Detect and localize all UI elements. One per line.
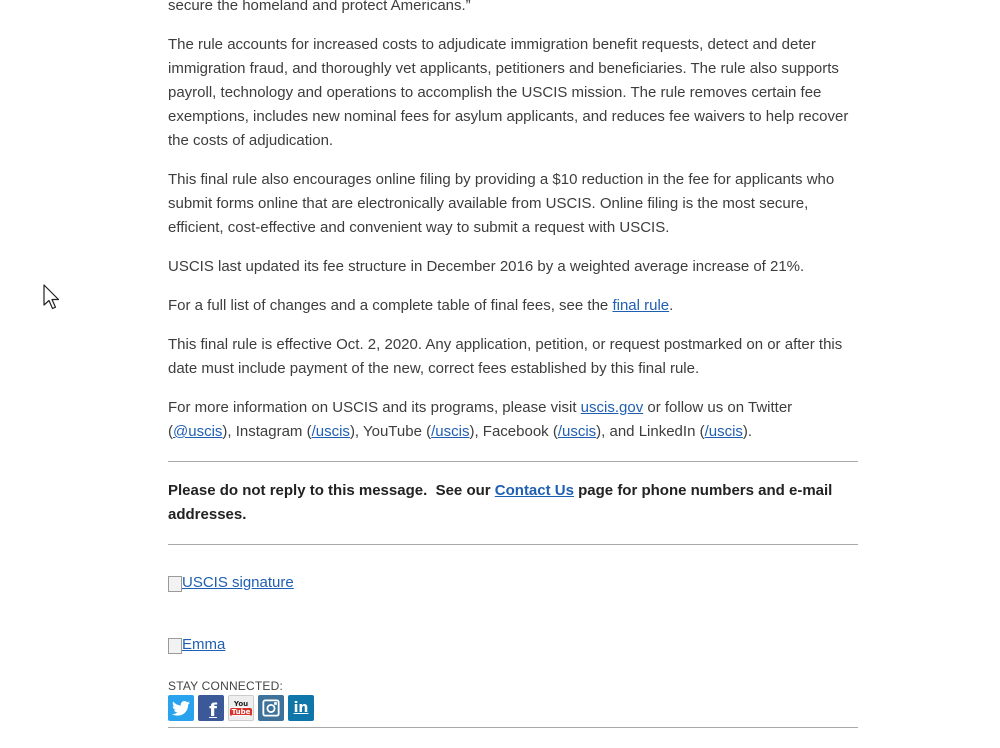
paragraph-effective-date: This final rule is effective Oct. 2, 2020. Any application, petition, or request postmarked on or after this date must include payment of the new, correct fees established by this final rule. xyxy=(168,336,843,377)
text: or follow us on Twitter ( xyxy=(168,399,793,440)
divider-middle xyxy=(168,544,858,545)
stay-connected-label: STAY CONNECTED: xyxy=(168,679,284,693)
social-icons-row xyxy=(168,695,858,721)
youtube-icon[interactable] xyxy=(228,695,254,721)
paragraph-online-filing: This final rule also encourages online filing by providing a $10 reduction in the fee for applicants who submit forms online that are electronically available from USCIS. Online filing is the most secure, efficient, cost-effective and convenient way to submit a request with USCIS. xyxy=(168,171,835,236)
broken-image-icon xyxy=(168,576,182,592)
email-body xyxy=(168,0,858,728)
linkedin-glyph: in xyxy=(293,700,309,716)
no-reply-notice xyxy=(168,479,858,527)
broken-image-icon xyxy=(168,638,182,654)
text: page for phone numbers and e-mail addresses. xyxy=(168,482,833,523)
instagram-camera-icon xyxy=(262,699,280,717)
paragraph-fee-history: USCIS last updated its fee structure in December 2016 by a weighted average increase of 21%. xyxy=(168,258,805,275)
facebook-link[interactable]: /uscis xyxy=(557,423,597,440)
text: For a full list of changes and a complete table of final fees, see the xyxy=(168,297,613,314)
emma-image-link[interactable] xyxy=(168,635,225,655)
paragraph-more-info xyxy=(168,396,858,444)
text: ). xyxy=(742,423,753,440)
instagram-icon[interactable] xyxy=(258,695,284,721)
youtube-top-text: You xyxy=(233,700,249,708)
signature-alt-text: USCIS signature xyxy=(182,574,294,591)
youtube-link[interactable]: /uscis xyxy=(431,423,470,440)
paragraph-quote-end: secure the homeland and protect Americans.” xyxy=(168,0,471,14)
text: Please do not reply to this message. See our xyxy=(168,482,495,499)
twitter-link[interactable]: @uscis xyxy=(173,423,223,440)
uscis-gov-link[interactable]: uscis.gov xyxy=(580,399,644,416)
divider-top xyxy=(168,461,858,462)
uscis-signature-image-link[interactable] xyxy=(168,573,294,593)
linkedin-link[interactable]: /uscis xyxy=(704,423,743,440)
text: For more information on USCIS and its programs, please visit xyxy=(168,399,581,416)
text: ), Instagram ( xyxy=(222,423,312,440)
twitter-icon[interactable] xyxy=(168,695,194,721)
facebook-glyph: f xyxy=(209,699,217,721)
contact-us-link[interactable]: Contact Us xyxy=(494,482,574,499)
text: ), and LinkedIn ( xyxy=(596,423,705,440)
text: ), YouTube ( xyxy=(349,423,432,440)
twitter-bird-icon xyxy=(172,701,190,716)
instagram-link[interactable]: /uscis xyxy=(311,423,350,440)
divider-bottom xyxy=(168,727,858,728)
emma-alt-text: Emma xyxy=(182,636,226,653)
final-rule-link[interactable]: final rule xyxy=(612,297,670,314)
mouse-cursor-icon xyxy=(43,284,63,312)
youtube-bottom-text: Tube xyxy=(231,708,251,716)
paragraph-full-list xyxy=(168,294,858,318)
text: ), Facebook ( xyxy=(469,423,558,440)
paragraph-rule-costs: The rule accounts for increased costs to adjudicate immigration benefit requests, detect and deter immigration fraud, and thoroughly vet applicants, petitioners and beneficiaries. The rule also supports payroll, technology and operations to accomplish the USCIS mission. The rule removes certain fee exemptions, includes new nominal fees for asylum applicants, and reduces fee waivers to help recover the costs of adjudication. xyxy=(168,36,849,149)
facebook-icon[interactable] xyxy=(198,695,224,721)
text: . xyxy=(669,297,674,314)
linkedin-icon[interactable] xyxy=(288,695,314,721)
